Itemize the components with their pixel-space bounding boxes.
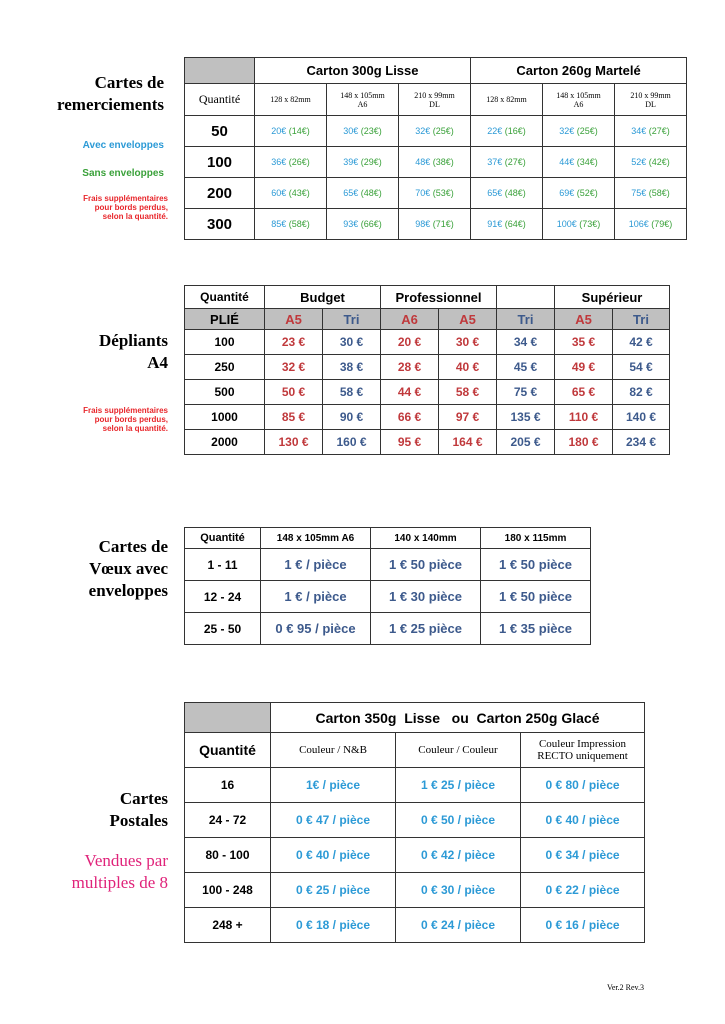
price-without: (43€) [288,188,310,198]
price-without: (23€) [360,126,382,136]
price-cell: 0 € 30 / pièce [396,873,521,908]
version-label: Ver.2 Rev.3 [606,983,644,992]
table-row [185,430,670,455]
qty-cell: 500 [185,380,265,405]
voeux-title-line1: Cartes de [98,537,168,556]
table-row [185,613,591,645]
price-cell: 110 € [555,405,613,430]
price-cell: 45 € [497,355,555,380]
postales-note-line2: multiples de 8 [71,873,168,892]
size-line1: 148 x 105mm [340,90,385,100]
price-cell: 1 € 25 / pièce [396,768,521,803]
size-line2: DL [429,99,440,109]
price-cell: 0 € 25 / pièce [271,873,396,908]
price-cell: 44 € [381,380,439,405]
postales-note-line1: Vendues par [84,851,168,870]
price-cell [471,147,543,178]
price-cell: 0 € 24 / pièce [396,908,521,943]
size-header: 180 x 115mm [481,528,591,549]
price-without: (29€) [360,157,382,167]
size-line1: 210 x 99mm [630,90,671,100]
depliants-title [20,330,168,374]
size-line1: 128 x 82mm [270,95,311,104]
price-cell: 0 € 95 / pièce [261,613,371,645]
size-header [255,84,327,116]
voeux-title-line3: enveloppes [88,581,168,600]
price-without: (66€) [360,219,382,229]
depliants-title-line1: Dépliants [99,331,168,350]
qty-cell: 300 [185,209,255,240]
price-with: 65€ [343,188,359,198]
qty-cell: 248 + [185,908,271,943]
price-with: 44€ [559,157,575,167]
price-cell: 66 € [381,405,439,430]
group-header-superieur: Supérieur [555,286,670,309]
price-cell: 180 € [555,430,613,455]
price-with: 69€ [559,188,575,198]
price-without: (53€) [432,188,454,198]
price-cell: 1 € 25 pièce [371,613,481,645]
column-header [271,733,396,768]
postales-title [20,788,168,832]
column-header-line1: Couleur / Couleur [418,744,498,756]
price-cell [399,147,471,178]
note-line: selon la quantité. [102,424,168,433]
price-cell: 49 € [555,355,613,380]
price-with: 37€ [487,157,503,167]
qty-cell: 50 [185,116,255,147]
price-without: (26€) [288,157,310,167]
size-line2: A6 [573,99,584,109]
price-without: (48€) [504,188,526,198]
column-header [521,733,645,768]
price-cell: 1 € / pièce [261,581,371,613]
fold-type: A6 [381,309,439,330]
price-with: 98€ [415,219,431,229]
price-cell [255,209,327,240]
fold-type: Tri [497,309,555,330]
postales-note [20,850,168,894]
price-without: (42€) [648,157,670,167]
size-header [399,84,471,116]
price-cell: 0 € 34 / pièce [521,838,645,873]
size-line1: 128 x 82mm [486,95,527,104]
price-with: 100€ [556,219,577,229]
price-with: 60€ [271,188,287,198]
qty-header: Quantité [185,733,271,768]
table-row [185,838,645,873]
qty-header: Quantité [185,84,255,116]
remerciements-title [20,72,164,116]
fold-header: PLIÉ [185,309,265,330]
price-with: 65€ [487,188,503,198]
price-with: 34€ [631,126,647,136]
price-cell [327,178,399,209]
price-without: (16€) [504,126,526,136]
size-header [543,84,615,116]
qty-cell: 1 - 11 [185,549,261,581]
size-header [327,84,399,116]
price-cell: 34 € [497,330,555,355]
remerciements-note [20,194,168,221]
qty-cell: 16 [185,768,271,803]
price-cell [615,209,687,240]
price-without: (48€) [360,188,382,198]
price-cell: 1 € 50 pièce [481,549,591,581]
note-line: Frais supplémentaires [83,406,168,415]
price-cell: 82 € [613,380,670,405]
remerciements-title-line1: Cartes de [94,73,164,92]
price-cell: 0 € 40 / pièce [521,803,645,838]
price-cell: 0 € 40 / pièce [271,838,396,873]
remerciements-table [184,57,687,240]
table-row [185,908,645,943]
price-without: (64€) [504,219,526,229]
price-with: 32€ [415,126,431,136]
group-header-budget: Budget [265,286,381,309]
price-cell: 97 € [439,405,497,430]
price-cell: 20 € [381,330,439,355]
size-line2: DL [645,99,656,109]
depliants-table [184,285,670,455]
price-with: 75€ [631,188,647,198]
price-with: 52€ [631,157,647,167]
price-cell: 75 € [497,380,555,405]
group-header-300g: Carton 300g Lisse [255,58,471,84]
size-line1: 148 x 105mm [556,90,601,100]
table-row [185,355,670,380]
fold-type: Tri [613,309,670,330]
voeux-title [20,536,168,602]
table-row [185,147,687,178]
price-without: (34€) [576,157,598,167]
price-without: (25€) [576,126,598,136]
price-cell: 140 € [613,405,670,430]
price-cell: 0 € 47 / pièce [271,803,396,838]
price-cell: 1 € 35 pièce [481,613,591,645]
price-cell: 65 € [555,380,613,405]
price-without: (38€) [432,157,454,167]
table-row [185,405,670,430]
column-header [396,733,521,768]
qty-cell: 24 - 72 [185,803,271,838]
postales-table [184,702,645,943]
price-with: 93€ [343,219,359,229]
table-row [185,116,687,147]
column-header-line1: Couleur Impression [538,738,627,750]
note-line: pour bords perdus, [94,203,168,212]
size-header [615,84,687,116]
qty-cell: 100 [185,147,255,178]
price-cell: 0 € 18 / pièce [271,908,396,943]
qty-header: Quantité [185,286,265,309]
legend-without-envelopes: Sans enveloppes [82,168,164,179]
table-row [185,873,645,908]
price-cell [255,147,327,178]
price-cell: 0 € 22 / pièce [521,873,645,908]
qty-cell: 250 [185,355,265,380]
fold-type: A5 [439,309,497,330]
price-cell: 1 € 50 pièce [371,549,481,581]
price-cell: 1 € 30 pièce [371,581,481,613]
price-with: 106€ [628,219,649,229]
price-without: (73€) [579,219,601,229]
price-with: 85€ [271,219,287,229]
price-cell: 1 € / pièce [261,549,371,581]
table-row [185,768,645,803]
qty-cell: 200 [185,178,255,209]
price-with: 30€ [343,126,359,136]
price-cell: 1 € 50 pièce [481,581,591,613]
corner-cell [185,703,271,733]
table-row [185,209,687,240]
table-row [185,330,670,355]
price-without: (14€) [288,126,310,136]
price-cell [471,209,543,240]
price-cell: 32 € [265,355,323,380]
fold-type: A5 [265,309,323,330]
note-line: pour bords perdus, [94,415,168,424]
price-with: 20€ [271,126,287,136]
group-header-260g: Carton 260g Martelé [471,58,687,84]
voeux-table [184,527,591,645]
price-cell: 0 € 16 / pièce [521,908,645,943]
table-row [185,380,670,405]
price-cell: 0 € 80 / pièce [521,768,645,803]
price-cell [543,147,615,178]
qty-header: Quantité [185,528,261,549]
legend-with-envelopes: Avec enveloppes [82,140,164,151]
corner-cell [185,58,255,84]
qty-cell: 1000 [185,405,265,430]
note-line: Frais supplémentaires [83,194,168,203]
size-header: 148 x 105mm A6 [261,528,371,549]
price-cell [255,116,327,147]
price-without: (25€) [432,126,454,136]
price-without: (71€) [432,219,454,229]
price-with: 32€ [559,126,575,136]
qty-cell: 12 - 24 [185,581,261,613]
price-cell [471,178,543,209]
price-cell: 50 € [265,380,323,405]
price-without: (27€) [504,157,526,167]
price-cell: 40 € [439,355,497,380]
price-without: (52€) [576,188,598,198]
price-without: (58€) [288,219,310,229]
qty-cell: 80 - 100 [185,838,271,873]
price-cell: 58 € [439,380,497,405]
price-with: 70€ [415,188,431,198]
price-with: 91€ [487,219,503,229]
price-cell [543,116,615,147]
column-header-line2: RECTO uniquement [537,750,628,762]
group-header-professionnel: Professionnel [381,286,497,309]
price-cell [399,116,471,147]
price-without: (79€) [651,219,673,229]
price-cell: 135 € [497,405,555,430]
price-cell [543,178,615,209]
table-row [185,178,687,209]
fold-type: A5 [555,309,613,330]
price-cell: 95 € [381,430,439,455]
price-cell [255,178,327,209]
fold-type: Tri [323,309,381,330]
price-with: 48€ [415,157,431,167]
table-row [185,803,645,838]
size-line1: 210 x 99mm [414,90,455,100]
price-cell [327,116,399,147]
price-cell: 30 € [439,330,497,355]
price-cell: 30 € [323,330,381,355]
qty-cell: 25 - 50 [185,613,261,645]
price-cell: 90 € [323,405,381,430]
table-row [185,549,591,581]
postales-header: Carton 350g Lisse ou Carton 250g Glacé [271,703,645,733]
depliants-note [20,406,168,433]
price-cell: 130 € [265,430,323,455]
price-without: (58€) [648,188,670,198]
price-cell: 85 € [265,405,323,430]
price-cell: 42 € [613,330,670,355]
qty-cell: 100 [185,330,265,355]
table-row [185,581,591,613]
price-cell: 160 € [323,430,381,455]
remerciements-title-line2: remerciements [57,95,164,114]
price-cell: 23 € [265,330,323,355]
size-header [471,84,543,116]
postales-title-line1: Cartes [119,789,168,808]
price-cell [543,209,615,240]
size-header: 140 x 140mm [371,528,481,549]
price-cell [615,147,687,178]
note-line: selon la quantité. [102,212,168,221]
column-header-line1: Couleur / N&B [299,744,367,756]
postales-title-line2: Postales [109,811,168,830]
voeux-title-line2: Vœux avec [89,559,168,578]
price-cell: 1€ / pièce [271,768,396,803]
qty-cell: 100 - 248 [185,873,271,908]
depliants-title-line2: A4 [147,353,168,372]
qty-cell: 2000 [185,430,265,455]
price-cell: 234 € [613,430,670,455]
price-with: 39€ [343,157,359,167]
price-cell [471,116,543,147]
price-with: 22€ [487,126,503,136]
group-header-empty [497,286,555,309]
price-cell [327,209,399,240]
size-line2: A6 [357,99,368,109]
price-cell: 35 € [555,330,613,355]
price-cell: 0 € 42 / pièce [396,838,521,873]
price-cell [399,209,471,240]
price-cell [615,178,687,209]
price-cell: 0 € 50 / pièce [396,803,521,838]
price-cell [327,147,399,178]
price-cell: 58 € [323,380,381,405]
price-cell: 38 € [323,355,381,380]
price-cell [615,116,687,147]
price-cell: 205 € [497,430,555,455]
price-cell: 164 € [439,430,497,455]
price-with: 36€ [271,157,287,167]
price-cell [399,178,471,209]
price-without: (27€) [648,126,670,136]
price-cell: 28 € [381,355,439,380]
price-cell: 54 € [613,355,670,380]
